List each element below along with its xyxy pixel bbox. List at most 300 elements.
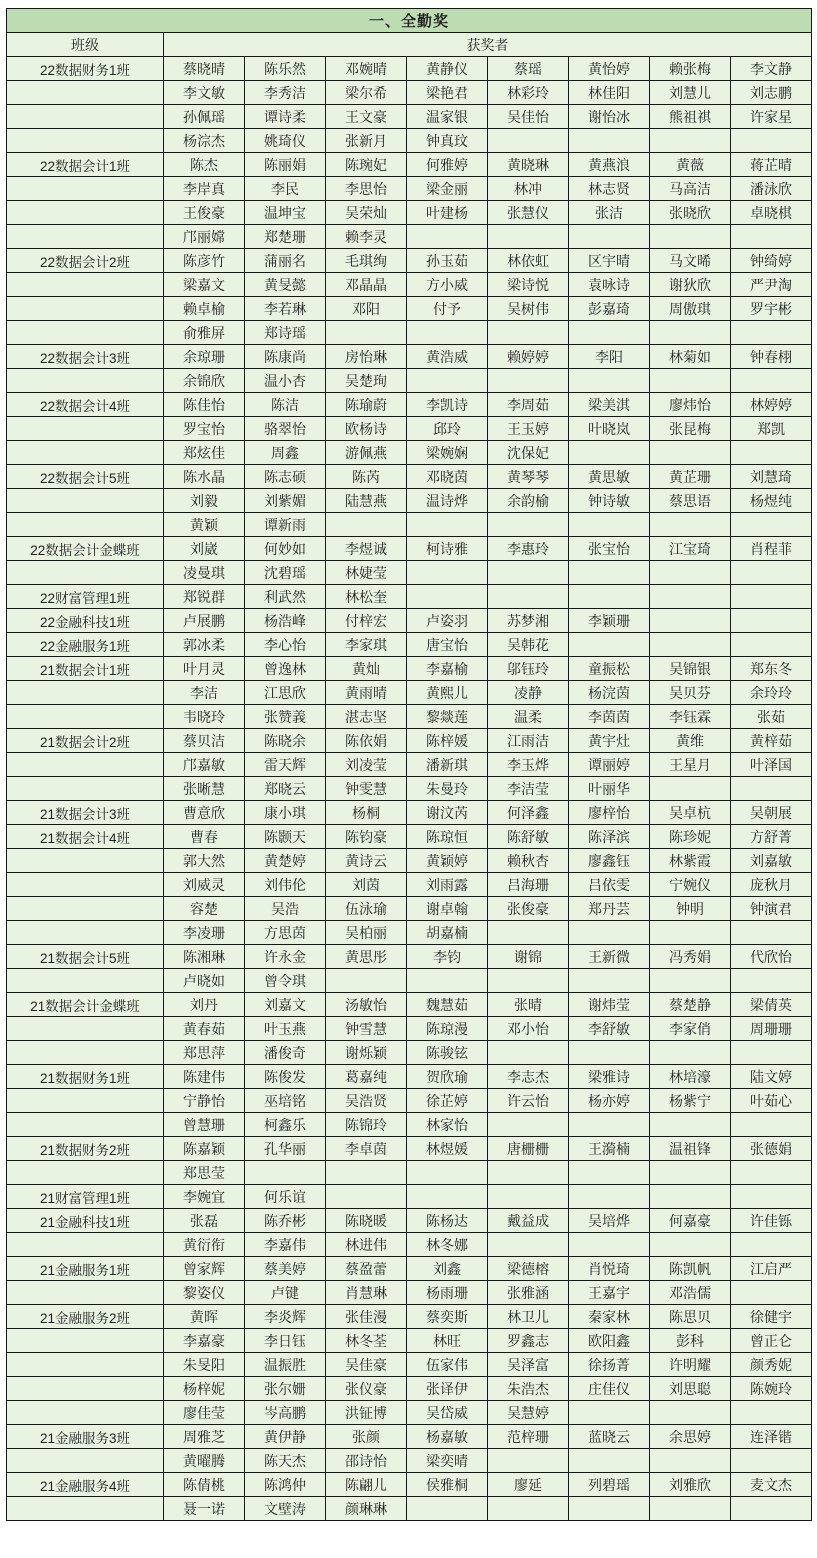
class-cell: 22数据会计1班	[7, 153, 164, 177]
table-row	[7, 225, 812, 249]
winner-name-cell: 邱玲	[407, 417, 488, 441]
winner-name-cell: 刘嘉文	[245, 993, 326, 1017]
winner-name-cell: 彭嘉琦	[569, 297, 650, 321]
winner-name-cell: 连泽锴	[731, 1425, 812, 1449]
table-row	[7, 1305, 812, 1329]
winner-name-cell: 李阳	[569, 345, 650, 369]
winner-name-cell: 吴佳怡	[488, 105, 569, 129]
winner-name-cell: 黄思彤	[326, 945, 407, 969]
winner-name-cell	[731, 1281, 812, 1305]
winner-name-cell: 陈琼恒	[407, 825, 488, 849]
winner-name-cell: 陈俊发	[245, 1065, 326, 1089]
winner-name-cell: 温坤宝	[245, 201, 326, 225]
winner-name-cell: 郑晓云	[245, 777, 326, 801]
winner-name-cell: 沈保妃	[488, 441, 569, 465]
winner-name-cell: 彭科	[650, 1329, 731, 1353]
class-cell: 21金融服务1班	[7, 1257, 164, 1281]
winner-name-cell: 王嘉宇	[569, 1281, 650, 1305]
winner-name-cell: 李秀洁	[245, 81, 326, 105]
winner-name-cell: 魏慧茹	[407, 993, 488, 1017]
table-row	[7, 1113, 812, 1137]
winner-name-cell: 吴佳豪	[326, 1353, 407, 1377]
winner-name-cell: 马高洁	[650, 177, 731, 201]
winner-name-cell: 李炎辉	[245, 1305, 326, 1329]
winner-name-cell: 赖婷婷	[488, 345, 569, 369]
winner-name-cell: 吕海珊	[488, 873, 569, 897]
winner-name-cell: 温振胜	[245, 1353, 326, 1377]
winner-name-cell: 胡嘉楠	[407, 921, 488, 945]
award-table	[6, 8, 812, 1521]
winner-name-cell: 庄佳仪	[569, 1377, 650, 1401]
winner-name-cell: 黄维	[650, 729, 731, 753]
winner-name-cell: 吴楚珣	[326, 369, 407, 393]
winner-name-cell: 卢姿羽	[407, 609, 488, 633]
winner-name-cell: 张仪豪	[326, 1377, 407, 1401]
table-row	[7, 993, 812, 1017]
winner-name-cell	[488, 969, 569, 993]
winner-name-cell: 陈婉玲	[731, 1377, 812, 1401]
winner-name-cell	[407, 369, 488, 393]
class-cell	[7, 417, 164, 441]
table-row	[7, 369, 812, 393]
winner-name-cell: 吴浩贤	[326, 1089, 407, 1113]
table-row	[7, 1377, 812, 1401]
winner-name-cell	[569, 321, 650, 345]
winner-name-cell: 王俊豪	[164, 201, 245, 225]
winner-name-cell	[650, 561, 731, 585]
winner-name-cell: 黄薇	[650, 153, 731, 177]
class-cell	[7, 1041, 164, 1065]
class-cell	[7, 1353, 164, 1377]
winner-name-cell: 谢锦	[488, 945, 569, 969]
winner-name-cell	[488, 561, 569, 585]
winner-name-cell	[650, 585, 731, 609]
winner-name-cell: 赖秋杏	[488, 849, 569, 873]
winner-name-cell: 沈碧瑶	[245, 561, 326, 585]
class-cell	[7, 1497, 164, 1521]
winner-name-cell: 郑楚珊	[245, 225, 326, 249]
winner-name-cell: 刘雨露	[407, 873, 488, 897]
winner-name-cell: 谢汶芮	[407, 801, 488, 825]
winner-name-cell: 余思婷	[650, 1425, 731, 1449]
table-row	[7, 1185, 812, 1209]
winner-name-cell: 陈思贝	[650, 1305, 731, 1329]
class-cell: 21数据会计1班	[7, 657, 164, 681]
class-cell: 22金融科技1班	[7, 609, 164, 633]
winner-name-cell: 代欣怡	[731, 945, 812, 969]
winner-name-cell: 陈凯帆	[650, 1257, 731, 1281]
winner-name-cell: 张雅涵	[488, 1281, 569, 1305]
table-row	[7, 825, 812, 849]
winner-name-cell	[569, 1041, 650, 1065]
winner-name-cell: 温家银	[407, 105, 488, 129]
winner-name-cell	[650, 1161, 731, 1185]
winner-name-cell: 朱浩杰	[488, 1377, 569, 1401]
winner-name-cell: 曾令琪	[245, 969, 326, 993]
winner-name-cell: 刘鑫	[407, 1257, 488, 1281]
winner-name-cell: 林培濠	[650, 1065, 731, 1089]
class-cell	[7, 873, 164, 897]
winner-name-cell: 郑思萍	[164, 1041, 245, 1065]
winner-name-cell: 钟春栩	[731, 345, 812, 369]
winner-name-cell: 黄静仪	[407, 57, 488, 81]
winner-name-cell: 文壁涛	[245, 1497, 326, 1521]
winner-name-cell: 江宝琦	[650, 537, 731, 561]
table-row	[7, 1329, 812, 1353]
winner-name-cell: 余锦欣	[164, 369, 245, 393]
table-title: 一、全勤奖	[7, 9, 812, 33]
winner-name-cell: 谢狄欣	[650, 273, 731, 297]
winner-name-cell: 王新微	[569, 945, 650, 969]
winner-name-cell: 何嘉豪	[650, 1209, 731, 1233]
winner-name-cell: 黄浩威	[407, 345, 488, 369]
winner-name-cell: 区宇晴	[569, 249, 650, 273]
winner-name-cell: 付梓宏	[326, 609, 407, 633]
winner-name-cell: 刘威灵	[164, 873, 245, 897]
winner-name-cell: 温柔	[488, 705, 569, 729]
table-row	[7, 321, 812, 345]
winner-name-cell: 李茵茵	[569, 705, 650, 729]
winner-name-cell	[488, 1449, 569, 1473]
winner-name-cell	[488, 1185, 569, 1209]
winner-name-cell: 邓晶晶	[326, 273, 407, 297]
winner-name-cell: 何雅婷	[407, 153, 488, 177]
winner-name-cell: 梁金丽	[407, 177, 488, 201]
class-cell	[7, 201, 164, 225]
class-cell	[7, 1113, 164, 1137]
winner-name-cell: 欧杨诗	[326, 417, 407, 441]
winner-name-cell: 刘思聪	[650, 1377, 731, 1401]
winner-name-cell: 曾家辉	[164, 1257, 245, 1281]
winner-name-cell: 刘崴	[164, 537, 245, 561]
winner-name-cell	[731, 561, 812, 585]
winner-name-cell: 李文敏	[164, 81, 245, 105]
table-row	[7, 1449, 812, 1473]
winner-name-cell	[407, 1497, 488, 1521]
winner-name-cell	[731, 1233, 812, 1257]
winner-name-cell: 刘伟伦	[245, 873, 326, 897]
winner-name-cell: 宁婉仪	[650, 873, 731, 897]
winner-name-cell	[488, 129, 569, 153]
winner-name-cell: 陆慧燕	[326, 489, 407, 513]
winner-name-cell	[650, 609, 731, 633]
class-cell: 21数据财务2班	[7, 1137, 164, 1161]
class-cell	[7, 897, 164, 921]
winner-name-cell: 邬钰玲	[488, 657, 569, 681]
winner-name-cell	[731, 1449, 812, 1473]
winner-name-cell: 温小杏	[245, 369, 326, 393]
winner-name-cell: 蓝晓云	[569, 1425, 650, 1449]
winner-name-cell: 郑炫佳	[164, 441, 245, 465]
winner-name-cell: 林煜媛	[407, 1137, 488, 1161]
class-cell: 21数据会计4班	[7, 825, 164, 849]
winner-name-cell: 廖延	[488, 1473, 569, 1497]
winner-name-cell: 张颜	[326, 1425, 407, 1449]
winner-name-cell: 陈志硕	[245, 465, 326, 489]
winner-name-cell	[407, 225, 488, 249]
winner-name-cell	[569, 1497, 650, 1521]
winner-name-cell: 欧阳鑫	[569, 1329, 650, 1353]
winner-name-cell: 马文晞	[650, 249, 731, 273]
winner-name-cell: 刘凌莹	[326, 753, 407, 777]
winner-name-cell: 肖悦琦	[569, 1257, 650, 1281]
winner-name-cell: 杨浩峰	[245, 609, 326, 633]
class-cell	[7, 921, 164, 945]
winner-name-cell: 曾逸林	[245, 657, 326, 681]
table-row	[7, 1281, 812, 1305]
winner-name-cell: 李煜诚	[326, 537, 407, 561]
winner-name-cell: 戴益成	[488, 1209, 569, 1233]
winner-name-cell: 叶建杨	[407, 201, 488, 225]
class-cell	[7, 1233, 164, 1257]
winner-name-cell: 林彩玲	[488, 81, 569, 105]
winner-name-cell	[569, 969, 650, 993]
winner-name-cell: 黄灿	[326, 657, 407, 681]
winner-name-cell: 许家星	[731, 105, 812, 129]
winner-name-cell: 林紫霞	[650, 849, 731, 873]
table-row	[7, 1257, 812, 1281]
table-row	[7, 1425, 812, 1449]
winner-name-cell: 唐宝怡	[407, 633, 488, 657]
class-cell	[7, 1161, 164, 1185]
winner-name-cell	[650, 1041, 731, 1065]
winner-name-cell: 邓小怡	[488, 1017, 569, 1041]
winner-name-cell: 李家琪	[326, 633, 407, 657]
winner-name-cell: 赖李灵	[326, 225, 407, 249]
winner-name-cell: 刘慧儿	[650, 81, 731, 105]
winner-name-cell: 许云怡	[488, 1089, 569, 1113]
winner-name-cell	[569, 1233, 650, 1257]
winner-name-cell: 何乐谊	[245, 1185, 326, 1209]
winner-name-cell: 刘雅欣	[650, 1473, 731, 1497]
class-cell	[7, 273, 164, 297]
table-row	[7, 105, 812, 129]
class-cell: 21数据会计2班	[7, 729, 164, 753]
winner-name-cell: 郑思莹	[164, 1161, 245, 1185]
winner-name-cell: 钟真玟	[407, 129, 488, 153]
winner-name-cell: 陈洁	[245, 393, 326, 417]
winner-name-cell: 陈倩桃	[164, 1473, 245, 1497]
winner-name-cell: 潘俊奇	[245, 1041, 326, 1065]
winner-name-cell	[488, 1041, 569, 1065]
winner-name-cell: 郑凯	[731, 417, 812, 441]
table-row	[7, 1209, 812, 1233]
winner-name-cell: 谭丽婷	[569, 753, 650, 777]
class-cell	[7, 441, 164, 465]
winner-name-cell: 刘茵	[326, 873, 407, 897]
class-cell: 22数据会计2班	[7, 249, 164, 273]
table-row	[7, 1401, 812, 1425]
winner-name-cell: 何泽鑫	[488, 801, 569, 825]
table-row	[7, 177, 812, 201]
winner-name-cell: 孙佩瑶	[164, 105, 245, 129]
table-row	[7, 921, 812, 945]
winner-name-cell: 温祖锋	[650, 1137, 731, 1161]
winner-name-cell: 林进伟	[326, 1233, 407, 1257]
winner-name-cell: 黄熙儿	[407, 681, 488, 705]
winner-name-cell: 吴柏丽	[326, 921, 407, 945]
winner-name-cell	[650, 1401, 731, 1425]
winner-name-cell: 方舒菁	[731, 825, 812, 849]
winner-name-cell: 黄颖婷	[407, 849, 488, 873]
class-cell	[7, 561, 164, 585]
winner-name-cell: 姚琦仪	[245, 129, 326, 153]
winner-name-cell: 吴慧婷	[488, 1401, 569, 1425]
class-cell	[7, 1401, 164, 1425]
winner-name-cell	[569, 633, 650, 657]
winner-name-cell: 岑高鹏	[245, 1401, 326, 1425]
class-cell: 21数据会计金蝶班	[7, 993, 164, 1017]
winner-name-cell: 蔡楚静	[650, 993, 731, 1017]
winner-name-cell: 黄颖	[164, 513, 245, 537]
winner-name-cell: 林菊如	[650, 345, 731, 369]
winner-name-cell: 江雨洁	[488, 729, 569, 753]
winner-name-cell: 叶茹心	[731, 1089, 812, 1113]
winner-name-cell: 周傲琪	[650, 297, 731, 321]
winner-name-cell	[731, 321, 812, 345]
winner-name-cell: 麦文杰	[731, 1473, 812, 1497]
winner-name-cell: 廖鑫钰	[569, 849, 650, 873]
class-cell: 21金融服务3班	[7, 1425, 164, 1449]
winner-name-cell: 叶晓岚	[569, 417, 650, 441]
winner-name-cell: 李心怡	[245, 633, 326, 657]
winner-name-cell: 郑锐群	[164, 585, 245, 609]
winner-name-cell	[326, 321, 407, 345]
winner-name-cell: 江启严	[731, 1257, 812, 1281]
winner-name-cell: 林婕莹	[326, 561, 407, 585]
winner-name-cell: 张昆梅	[650, 417, 731, 441]
table-row	[7, 513, 812, 537]
winner-name-cell: 康小琪	[245, 801, 326, 825]
winner-name-cell: 陈珍妮	[650, 825, 731, 849]
winner-name-cell: 黎姿仪	[164, 1281, 245, 1305]
winner-name-cell: 凌静	[488, 681, 569, 705]
winner-name-cell: 黄宇灶	[569, 729, 650, 753]
winner-name-cell: 张洁	[569, 201, 650, 225]
winner-name-cell: 黄思敏	[569, 465, 650, 489]
winner-name-cell: 蔡美婷	[245, 1257, 326, 1281]
class-cell	[7, 105, 164, 129]
table-row	[7, 273, 812, 297]
winner-name-cell: 刘紫媚	[245, 489, 326, 513]
winner-name-cell: 李岸真	[164, 177, 245, 201]
winner-name-cell: 张赞義	[245, 705, 326, 729]
class-cell	[7, 1281, 164, 1305]
winner-name-cell: 颜秀妮	[731, 1353, 812, 1377]
winner-name-cell	[326, 1161, 407, 1185]
table-row	[7, 897, 812, 921]
class-cell: 21金融服务2班	[7, 1305, 164, 1329]
winner-name-cell: 周雅芝	[164, 1425, 245, 1449]
winner-name-cell: 陈嘉颖	[164, 1137, 245, 1161]
winner-name-cell: 巫培铭	[245, 1089, 326, 1113]
winner-name-cell: 邓浩儒	[650, 1281, 731, 1305]
winner-name-cell: 陈翩儿	[326, 1473, 407, 1497]
winner-name-cell: 陈鸿仲	[245, 1473, 326, 1497]
winner-name-cell	[569, 225, 650, 249]
winner-name-cell: 张茹	[731, 705, 812, 729]
winner-name-cell: 苏梦湘	[488, 609, 569, 633]
table-row	[7, 1017, 812, 1041]
winner-name-cell: 黄琴琴	[488, 465, 569, 489]
winner-name-cell	[488, 1233, 569, 1257]
winner-name-cell: 杨淙杰	[164, 129, 245, 153]
winner-name-cell	[488, 369, 569, 393]
winner-name-cell	[731, 1185, 812, 1209]
title-row	[7, 9, 812, 33]
column-header-row	[7, 33, 812, 57]
winner-name-cell: 周鑫	[245, 441, 326, 465]
winner-name-cell: 钟演君	[731, 897, 812, 921]
winner-name-cell	[569, 369, 650, 393]
winner-name-cell	[569, 585, 650, 609]
winner-name-cell	[650, 1185, 731, 1209]
winner-name-cell: 温诗烨	[407, 489, 488, 513]
winner-name-cell: 卓晓棋	[731, 201, 812, 225]
winner-name-cell	[731, 513, 812, 537]
table-row	[7, 345, 812, 369]
winner-name-cell: 陈杨达	[407, 1209, 488, 1233]
winner-name-cell: 孔华丽	[245, 1137, 326, 1161]
winner-name-cell: 梁嘉文	[164, 273, 245, 297]
winner-name-cell	[407, 969, 488, 993]
winner-name-cell: 袁咏诗	[569, 273, 650, 297]
winner-name-cell: 邝嘉敏	[164, 753, 245, 777]
winner-name-cell: 郑东冬	[731, 657, 812, 681]
winner-name-cell: 吴泽富	[488, 1353, 569, 1377]
winner-name-cell: 谢卓翰	[407, 897, 488, 921]
winner-name-cell: 蔡盈蕾	[326, 1257, 407, 1281]
class-cell: 22数据会计3班	[7, 345, 164, 369]
winner-name-cell: 张晴	[488, 993, 569, 1017]
winner-name-cell: 张慧仪	[488, 201, 569, 225]
winner-name-cell	[569, 441, 650, 465]
winner-name-cell: 黄芷珊	[650, 465, 731, 489]
winner-name-cell	[731, 1161, 812, 1185]
winner-name-cell: 湛志坚	[326, 705, 407, 729]
winner-name-cell: 林旺	[407, 1329, 488, 1353]
winner-name-cell	[731, 921, 812, 945]
winner-name-cell	[488, 921, 569, 945]
table-row	[7, 849, 812, 873]
winner-name-cell	[488, 1497, 569, 1521]
table-row	[7, 249, 812, 273]
winner-name-cell: 林卫儿	[488, 1305, 569, 1329]
winner-name-cell: 林冬娜	[407, 1233, 488, 1257]
winner-name-cell	[731, 777, 812, 801]
winner-name-cell: 李日钰	[245, 1329, 326, 1353]
winner-name-cell: 毛琪绚	[326, 249, 407, 273]
winner-name-cell: 张晰慧	[164, 777, 245, 801]
winner-name-cell	[650, 969, 731, 993]
table-row	[7, 441, 812, 465]
class-cell	[7, 1017, 164, 1041]
winner-name-cell: 严尹淘	[731, 273, 812, 297]
winner-name-cell: 叶玉燕	[245, 1017, 326, 1041]
winner-name-cell: 伍泳瑜	[326, 897, 407, 921]
winner-name-cell	[569, 1401, 650, 1425]
winner-name-cell: 梁尔希	[326, 81, 407, 105]
winner-name-cell: 谢烁颖	[326, 1041, 407, 1065]
winner-name-cell	[488, 1113, 569, 1137]
winner-name-cell: 陈彦竹	[164, 249, 245, 273]
winner-name-cell: 陈梓媛	[407, 729, 488, 753]
winner-name-cell	[650, 225, 731, 249]
winner-name-cell	[650, 369, 731, 393]
winner-name-cell: 陈佳怡	[164, 393, 245, 417]
winner-name-cell: 吕依雯	[569, 873, 650, 897]
winner-name-cell	[650, 921, 731, 945]
